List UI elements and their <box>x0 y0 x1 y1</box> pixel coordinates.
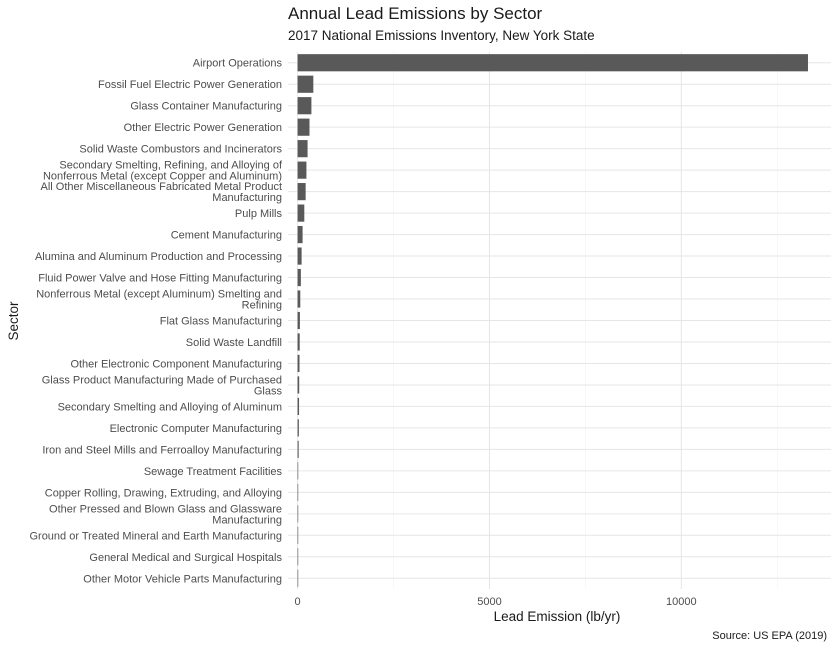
bar <box>298 398 299 415</box>
bar <box>298 441 299 458</box>
bar <box>298 205 305 222</box>
category-labels <box>29 58 282 586</box>
category-label: Electronic Computer Manufacturing <box>109 422 282 435</box>
bar <box>298 505 299 522</box>
category-label: Fossil Fuel Electric Power Generation <box>97 79 282 92</box>
category-label: Fluid Power Valve and Hose Fitting Manufacturing <box>38 272 282 285</box>
grid-lines <box>288 52 831 589</box>
category-label: Solid Waste Landfill <box>185 336 282 349</box>
category-label: Cement Manufacturing <box>170 229 282 242</box>
x-axis-title: Lead Emission (lb/yr) <box>493 609 621 624</box>
bar <box>298 226 303 243</box>
bar <box>298 54 808 71</box>
bar <box>298 162 307 179</box>
category-label: Other Electronic Component Manufacturing <box>70 358 282 371</box>
category-label: Iron and Steel Mills and Ferroalloy Manufacturing <box>42 444 282 457</box>
category-label: Flat Glass Manufacturing <box>159 315 282 328</box>
bar <box>298 140 308 157</box>
category-label: General Medical and Surgical Hospitals <box>89 551 282 564</box>
bar <box>298 548 299 565</box>
category-label: Copper Rolling, Drawing, Extruding, and Alloying <box>44 487 282 500</box>
category-label: Nonferrous Metal (except Aluminum) Smelting and Refining <box>36 288 282 312</box>
x-tick-label: 10000 <box>666 596 697 608</box>
bar <box>298 183 306 200</box>
bar <box>298 355 300 372</box>
bar <box>298 333 300 350</box>
category-label: Other Electric Power Generation <box>123 122 282 135</box>
x-tick-label: 0 <box>294 596 301 608</box>
bar <box>298 269 301 286</box>
chart-title: Annual Lead Emissions by Sector <box>288 4 543 23</box>
chart-subtitle: 2017 National Emissions Inventory, New York State <box>288 28 595 43</box>
bar <box>298 462 299 479</box>
y-axis-title: Sector <box>6 301 21 341</box>
bar <box>298 119 310 136</box>
category-label: Secondary Smelting, Refining, and Alloying of Nonferrous Metal (except Copper and Aluminum) <box>42 159 282 183</box>
category-label: Glass Product Manufacturing Made of Purchased Glass <box>41 374 282 398</box>
category-label: Ground or Treated Mineral and Earth Manufacturing <box>29 530 282 543</box>
source-caption: Source: US EPA (2019) <box>712 630 827 642</box>
x-tick-labels <box>295 596 697 608</box>
x-tick-label: 5000 <box>477 596 502 608</box>
category-label: Sewage Treatment Facilities <box>143 465 282 478</box>
category-label: Airport Operations <box>192 57 282 70</box>
category-label: Other Motor Vehicle Parts Manufacturing <box>83 573 282 586</box>
bar <box>298 97 312 114</box>
bar <box>298 312 300 329</box>
category-label: Pulp Mills <box>234 208 282 221</box>
bar <box>298 376 300 393</box>
bar <box>298 419 299 436</box>
bar <box>298 570 299 587</box>
bar <box>298 527 299 544</box>
category-label: Other Pressed and Blown Glass and Glassware Manufacturing <box>49 503 282 527</box>
bar <box>298 290 301 307</box>
bar <box>298 76 314 93</box>
bar <box>298 484 299 501</box>
category-label: All Other Miscellaneous Fabricated Metal Product Manufacturing <box>40 181 282 205</box>
category-label: Solid Waste Combustors and Incinerators <box>79 143 282 156</box>
category-label: Alumina and Aluminum Production and Processing <box>34 251 282 264</box>
bar <box>298 247 302 264</box>
category-label: Secondary Smelting and Alloying of Aluminum <box>57 401 282 414</box>
category-label: Glass Container Manufacturing <box>130 100 282 113</box>
